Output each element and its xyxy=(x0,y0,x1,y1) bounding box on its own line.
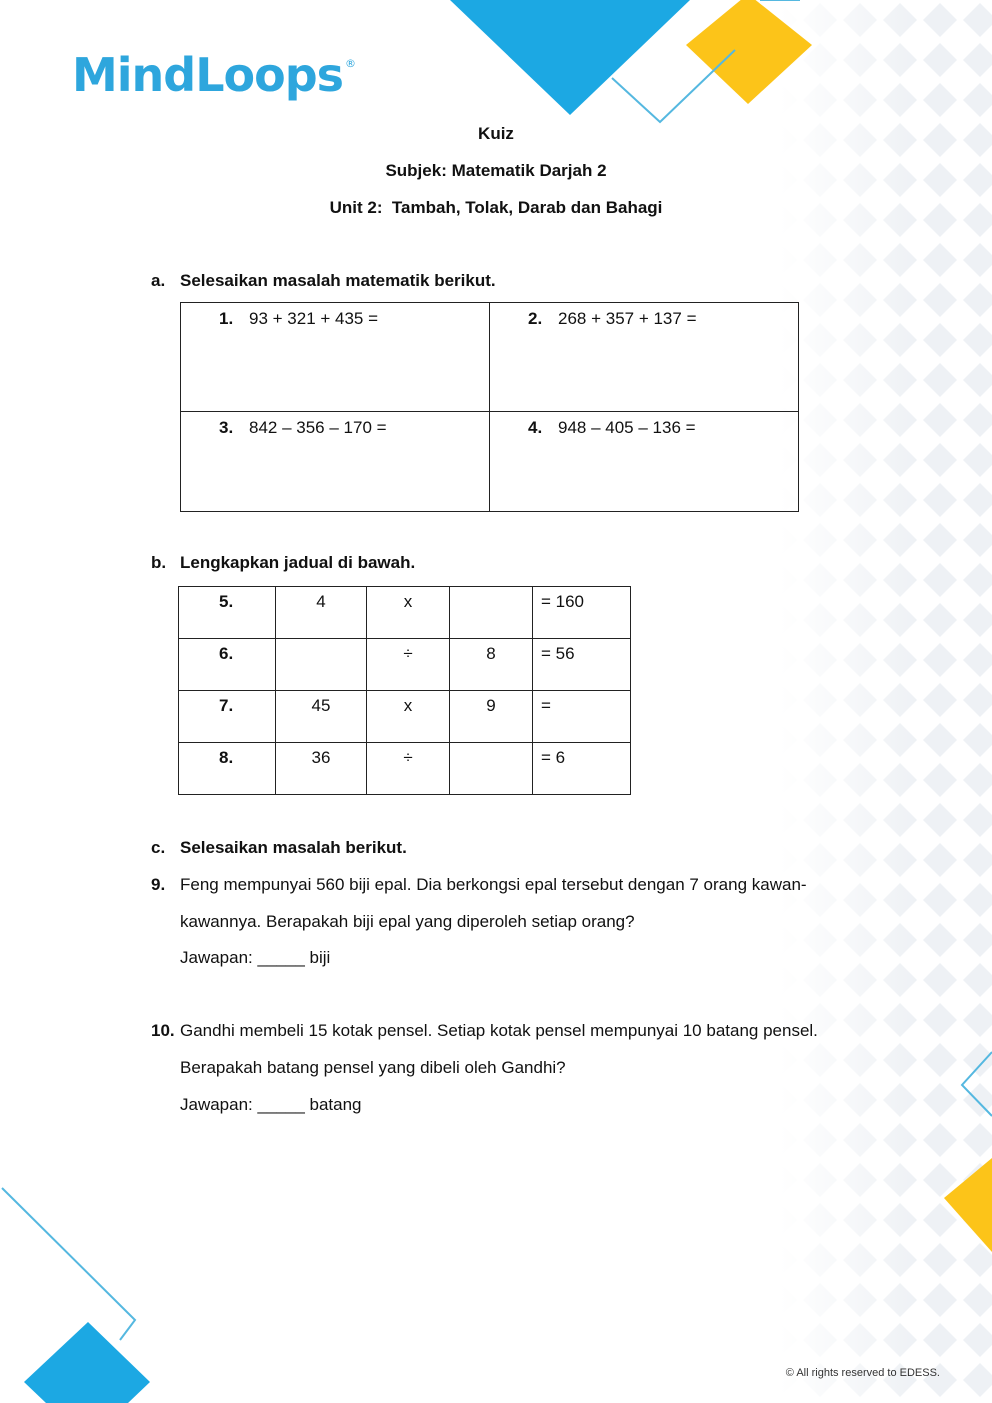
answer-blank[interactable] xyxy=(450,743,533,795)
problem-cell[interactable]: 2. 268 + 357 + 137 = xyxy=(490,303,799,412)
outline-line-bottom xyxy=(2,1188,135,1340)
brand-logo: MindLoops ® xyxy=(72,48,356,102)
answer-line[interactable]: Jawapan: _____ biji xyxy=(180,948,331,967)
problem-cell[interactable]: 3. 842 – 356 – 170 = xyxy=(181,412,490,512)
problem-cell[interactable]: 1. 93 + 321 + 435 = xyxy=(181,303,490,412)
table-row: 8. 36 ÷ = 6 xyxy=(179,743,631,795)
table-row: 6. ÷ 8 = 56 xyxy=(179,639,631,691)
answer-line[interactable]: Jawapan: _____ batang xyxy=(180,1095,362,1114)
copyright-footer: © All rights reserved to EDESS. xyxy=(785,1367,940,1379)
section-c-heading: c. Selesaikan masalah berikut. xyxy=(151,838,407,857)
section-b-heading: b. Lengkapkan jadual di bawah. xyxy=(151,553,416,572)
quiz-title: Kuiz xyxy=(478,124,514,143)
blue-diamond-bottom xyxy=(24,1322,150,1403)
blue-triangle-top xyxy=(450,0,690,115)
table-row: 7. 45 x 9 = xyxy=(179,691,631,743)
subject-heading: Subjek: Matematik Darjah 2 xyxy=(385,161,607,180)
unit-heading: Unit 2: Tambah, Tolak, Darab dan Bahagi xyxy=(329,198,663,217)
answer-blank[interactable]: = xyxy=(533,691,631,743)
fill-in-table xyxy=(178,586,631,795)
table-row: 5. 4 x = 160 xyxy=(179,587,631,639)
answer-blank[interactable] xyxy=(276,639,367,691)
arithmetic-problems-table xyxy=(180,302,799,512)
problem-cell[interactable]: 4. 948 – 405 – 136 = xyxy=(490,412,799,512)
section-a-heading: a. Selesaikan masalah matematik berikut. xyxy=(151,271,496,290)
answer-blank[interactable] xyxy=(450,587,533,639)
